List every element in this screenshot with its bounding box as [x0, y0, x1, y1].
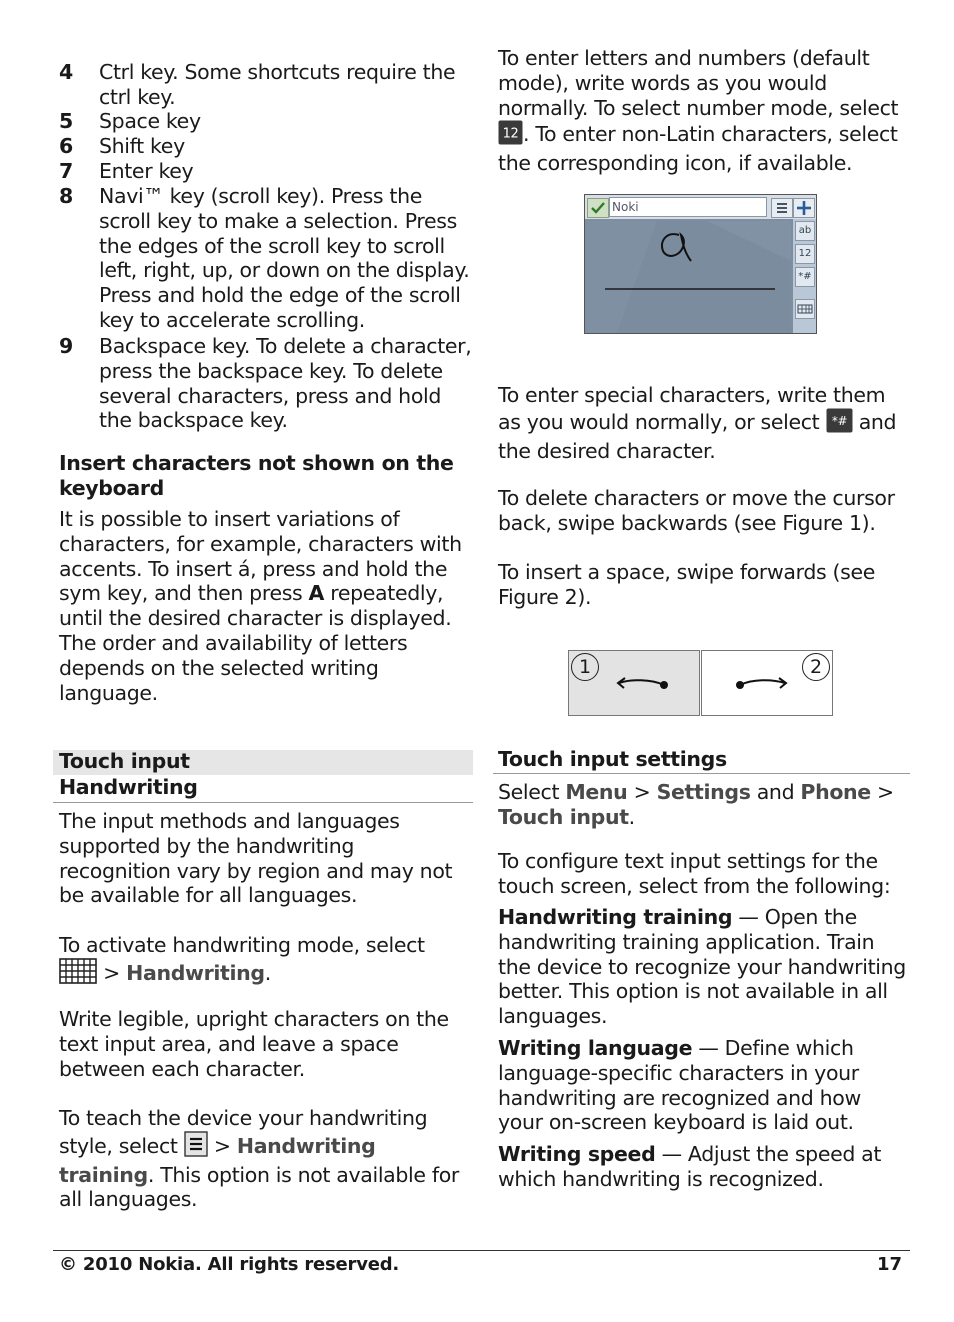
- list-number: 4: [59, 60, 73, 84]
- setting-item: [498, 1142, 910, 1192]
- list-text: Backspace key. To delete a character, press the backspace key. To delete several characters, press and hold the backspace key.: [99, 334, 472, 433]
- subsection-title: Handwriting: [59, 775, 198, 799]
- move-icon[interactable]: [793, 198, 815, 218]
- svg-text:12: 12: [502, 126, 519, 142]
- svg-text:*#: *#: [831, 413, 847, 428]
- number-mode-text: To enter letters and numbers (default mode), write words as you would normally. To select number mode, select: [498, 46, 899, 120]
- backward-arrow-icon: [609, 671, 679, 701]
- touch-input-option: Touch input: [498, 804, 629, 829]
- symbol-mode-icon[interactable]: [826, 408, 853, 439]
- special-chars-text: To enter special characters, write them as you would normally, or select: [498, 383, 886, 434]
- and-text: and: [750, 780, 801, 804]
- section-title: Touch input: [59, 749, 190, 773]
- handwriting-p2: [59, 933, 471, 990]
- handwriting-training-option: Handwriting training: [59, 1133, 376, 1187]
- setting-item: [498, 1036, 910, 1135]
- menu-list-icon[interactable]: [184, 1131, 208, 1163]
- period: .: [628, 804, 635, 829]
- key-a: A: [308, 581, 325, 606]
- mode-12-button[interactable]: 12: [795, 244, 815, 264]
- keyboard-grid-icon[interactable]: [59, 958, 97, 990]
- page-number: 17: [876, 1254, 902, 1275]
- list-number: 8: [59, 184, 73, 208]
- list-number: 5: [59, 109, 73, 133]
- figure-number: 2: [802, 653, 830, 681]
- teach-text: To teach the device your handwriting style, select: [59, 1106, 428, 1158]
- setting-term: Writing speed: [498, 1142, 656, 1166]
- figure-swipe-backward: [568, 650, 700, 716]
- text-input-field[interactable]: Noki: [609, 197, 767, 217]
- copyright: © 2010 Nokia. All rights reserved.: [59, 1254, 400, 1275]
- figure-swipe-forward: [701, 650, 833, 716]
- path-separator: >: [207, 1133, 237, 1158]
- number-mode-paragraph: [498, 46, 910, 176]
- teach-text-end: . This option is not available for all languages.: [59, 1162, 459, 1212]
- insert-text-b: repeatedly, until the desired character is displayed. The order and availability of letters depends on the selected writing language.: [59, 581, 452, 705]
- handwriting-p3: Write legible, upright characters on the text input area, and leave a space between each character.: [59, 1007, 449, 1081]
- list-text: Space key: [99, 109, 201, 133]
- handwriting-p1: The input methods and languages supported by the handwriting recognition vary by region and may not be available for all languages.: [59, 809, 453, 908]
- insert-text-a: It is possible to insert variations of characters, for example, characters with accents. To insert á, press and hold the sym key, and then press: [59, 507, 462, 606]
- list-number: 7: [59, 159, 73, 183]
- insert-heading: Insert characters not shown on the keyboard: [59, 451, 454, 500]
- settings-path: [498, 780, 910, 830]
- list-number: 9: [59, 334, 73, 358]
- activate-text: To activate handwriting mode, select: [59, 933, 425, 957]
- figure-number: 1: [571, 653, 599, 681]
- menu-icon[interactable]: [771, 198, 793, 218]
- number-mode-icon[interactable]: [498, 120, 523, 151]
- phone-option: Phone: [800, 780, 871, 804]
- delete-paragraph: To delete characters or move the cursor back, swipe backwards (see Figure 1).: [498, 486, 895, 535]
- handwriting-option: Handwriting: [126, 960, 265, 985]
- divider: [53, 802, 473, 803]
- special-chars-paragraph: [498, 383, 910, 463]
- path-separator: >: [870, 780, 894, 804]
- non-latin-text: . To enter non-Latin characters, select the corresponding icon, if available.: [498, 122, 898, 176]
- path-separator: >: [627, 780, 657, 804]
- forward-arrow-icon: [730, 671, 800, 701]
- insert-paragraph: [59, 507, 469, 705]
- keyboard-icon[interactable]: [795, 299, 815, 319]
- footer-divider: [53, 1250, 910, 1251]
- setting-item: [498, 905, 910, 1029]
- handwriting-area[interactable]: [587, 221, 791, 333]
- setting-term: Writing language: [498, 1036, 693, 1060]
- setting-description: — Adjust the speed at which handwriting is recognized.: [498, 1142, 882, 1191]
- divider: [493, 773, 910, 774]
- settings-option: Settings: [656, 780, 751, 804]
- setting-description: — Define which language-specific characters in your handwriting are recognized and how your on-screen keyboard is laid out.: [498, 1036, 861, 1135]
- setting-term: Handwriting training: [498, 905, 733, 929]
- checkmark-icon[interactable]: [587, 198, 609, 218]
- list-number: 6: [59, 134, 73, 158]
- handwriting-screenshot: [584, 194, 817, 334]
- list-text: Ctrl key. Some shortcuts require the ctrl key.: [99, 60, 456, 109]
- list-text: Navi™ key (scroll key). Press the scroll key to make a selection. Press the edges of the scroll key to scroll left, right, up, or down on the display. Press and hold the edge of the scroll key to accelerate scrolling.: [99, 184, 470, 332]
- list-text: Shift key: [99, 134, 185, 158]
- period: .: [264, 960, 271, 985]
- list-text: Enter key: [99, 159, 194, 183]
- handwriting-p4: [59, 1106, 471, 1212]
- settings-intro: To configure text input settings for the touch screen, select from the following:: [498, 849, 891, 898]
- path-separator: >: [97, 960, 127, 985]
- special-chars-end: and the desired character.: [498, 409, 897, 463]
- select-text: Select: [498, 780, 566, 804]
- mode-sym-button[interactable]: *#: [795, 267, 815, 287]
- space-paragraph: To insert a space, swipe forwards (see Figure 2).: [498, 560, 875, 609]
- settings-title: Touch input settings: [498, 747, 727, 771]
- mode-ab-button[interactable]: ab: [795, 221, 815, 241]
- setting-description: — Open the handwriting training application. Train the device to recognize your handwriting better. This option is not available in all languages.: [498, 905, 906, 1029]
- menu-option: Menu: [565, 780, 628, 804]
